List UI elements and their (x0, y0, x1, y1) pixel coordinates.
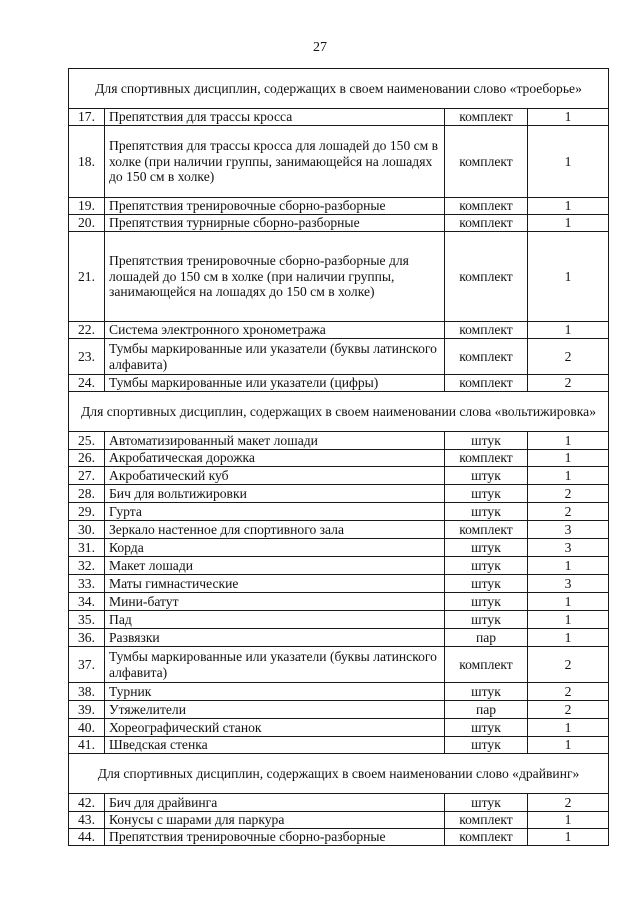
row-number-cell: 35. (69, 611, 105, 629)
row-number-cell: 31. (69, 539, 105, 557)
item-name-cell: Мини-батут (105, 593, 445, 611)
row-number-cell: 29. (69, 503, 105, 521)
unit-cell: комплект (445, 812, 528, 829)
unit-cell: комплект (445, 829, 528, 846)
table-row (69, 198, 609, 215)
item-name-cell: Тумбы маркированные или указатели (буквы латинского алфавита) (105, 339, 445, 375)
unit-cell: комплект (445, 126, 528, 198)
row-number-cell: 43. (69, 812, 105, 829)
quantity-cell: 1 (528, 557, 609, 575)
unit-cell: комплект (445, 109, 528, 126)
section-header-row (69, 392, 609, 432)
section-title: Для спортивных дисциплин, содержащих в своем наименовании слово «драйвинг» (69, 754, 609, 794)
quantity-cell: 1 (528, 829, 609, 846)
unit-cell: штук (445, 719, 528, 737)
table-row (69, 557, 609, 575)
quantity-cell: 1 (528, 126, 609, 198)
row-number-cell: 28. (69, 485, 105, 503)
quantity-cell: 1 (528, 432, 609, 450)
equipment-table-body (69, 69, 609, 846)
unit-cell: комплект (445, 322, 528, 339)
quantity-cell: 3 (528, 539, 609, 557)
table-row (69, 719, 609, 737)
table-row (69, 593, 609, 611)
quantity-cell: 2 (528, 794, 609, 812)
row-number-cell: 17. (69, 109, 105, 126)
unit-cell: штук (445, 467, 528, 485)
row-number-cell: 20. (69, 215, 105, 232)
quantity-cell: 2 (528, 701, 609, 719)
table-row (69, 611, 609, 629)
table-row (69, 737, 609, 754)
unit-cell: штук (445, 683, 528, 701)
row-number-cell: 34. (69, 593, 105, 611)
row-number-cell: 21. (69, 232, 105, 322)
unit-cell: штук (445, 611, 528, 629)
unit-cell: пар (445, 701, 528, 719)
row-number-cell: 40. (69, 719, 105, 737)
quantity-cell: 1 (528, 737, 609, 754)
section-title: Для спортивных дисциплин, содержащих в своем наименовании слова «вольтижировка» (69, 392, 609, 432)
row-number-cell: 22. (69, 322, 105, 339)
item-name-cell: Акробатический куб (105, 467, 445, 485)
row-number-cell: 39. (69, 701, 105, 719)
row-number-cell: 37. (69, 647, 105, 683)
item-name-cell: Хореографический станок (105, 719, 445, 737)
item-name-cell: Препятствия тренировочные сборно-разборные для лошадей до 150 см в холке (при наличии группы, занимающейся на лошадях до 150 см в холке) (105, 232, 445, 322)
row-number-cell: 42. (69, 794, 105, 812)
table-row (69, 232, 609, 322)
unit-cell: комплект (445, 215, 528, 232)
quantity-cell: 1 (528, 611, 609, 629)
table-row (69, 339, 609, 375)
quantity-cell: 1 (528, 719, 609, 737)
table-row (69, 701, 609, 719)
item-name-cell: Шведская стенка (105, 737, 445, 754)
table-row (69, 629, 609, 647)
row-number-cell: 32. (69, 557, 105, 575)
quantity-cell: 1 (528, 198, 609, 215)
unit-cell: комплект (445, 339, 528, 375)
unit-cell: штук (445, 539, 528, 557)
item-name-cell: Конусы с шарами для паркура (105, 812, 445, 829)
item-name-cell: Корда (105, 539, 445, 557)
item-name-cell: Зеркало настенное для спортивного зала (105, 521, 445, 539)
quantity-cell: 3 (528, 521, 609, 539)
table-row (69, 109, 609, 126)
table-row (69, 683, 609, 701)
quantity-cell: 3 (528, 575, 609, 593)
item-name-cell: Утяжелители (105, 701, 445, 719)
quantity-cell: 2 (528, 647, 609, 683)
unit-cell: штук (445, 485, 528, 503)
unit-cell: комплект (445, 647, 528, 683)
table-row (69, 450, 609, 467)
quantity-cell: 1 (528, 629, 609, 647)
item-name-cell: Пад (105, 611, 445, 629)
table-row (69, 812, 609, 829)
quantity-cell: 2 (528, 683, 609, 701)
row-number-cell: 36. (69, 629, 105, 647)
quantity-cell: 2 (528, 339, 609, 375)
unit-cell: штук (445, 557, 528, 575)
item-name-cell: Макет лошади (105, 557, 445, 575)
table-row (69, 375, 609, 392)
item-name-cell: Препятствия тренировочные сборно-разборные (105, 829, 445, 846)
unit-cell: штук (445, 503, 528, 521)
item-name-cell: Акробатическая дорожка (105, 450, 445, 467)
row-number-cell: 41. (69, 737, 105, 754)
table-row (69, 485, 609, 503)
item-name-cell: Маты гимнастические (105, 575, 445, 593)
equipment-table (68, 68, 609, 846)
row-number-cell: 23. (69, 339, 105, 375)
unit-cell: комплект (445, 375, 528, 392)
item-name-cell: Препятствия для трассы кросса для лошадей до 150 см в холке (при наличии группы, занимающейся на лошадях до 150 см в холке) (105, 126, 445, 198)
section-header-row (69, 754, 609, 794)
item-name-cell: Тумбы маркированные или указатели (буквы латинского алфавита) (105, 647, 445, 683)
unit-cell: штук (445, 794, 528, 812)
row-number-cell: 25. (69, 432, 105, 450)
table-row (69, 521, 609, 539)
item-name-cell: Бич для вольтижировки (105, 485, 445, 503)
quantity-cell: 1 (528, 322, 609, 339)
section-header-row (69, 69, 609, 109)
quantity-cell: 1 (528, 467, 609, 485)
quantity-cell: 1 (528, 450, 609, 467)
unit-cell: комплект (445, 450, 528, 467)
item-name-cell: Автоматизированный макет лошади (105, 432, 445, 450)
row-number-cell: 33. (69, 575, 105, 593)
table-row (69, 126, 609, 198)
table-row (69, 432, 609, 450)
unit-cell: комплект (445, 521, 528, 539)
table-row (69, 215, 609, 232)
quantity-cell: 1 (528, 812, 609, 829)
row-number-cell: 38. (69, 683, 105, 701)
item-name-cell: Препятствия турнирные сборно-разборные (105, 215, 445, 232)
item-name-cell: Тумбы маркированные или указатели (цифры) (105, 375, 445, 392)
unit-cell: штук (445, 737, 528, 754)
unit-cell: штук (445, 432, 528, 450)
table-row (69, 647, 609, 683)
table-row (69, 829, 609, 846)
item-name-cell: Препятствия тренировочные сборно-разборные (105, 198, 445, 215)
quantity-cell: 2 (528, 503, 609, 521)
unit-cell: штук (445, 575, 528, 593)
quantity-cell: 1 (528, 215, 609, 232)
page-number: 27 (313, 40, 327, 55)
quantity-cell: 1 (528, 232, 609, 322)
unit-cell: комплект (445, 232, 528, 322)
item-name-cell: Бич для драйвинга (105, 794, 445, 812)
table-row (69, 322, 609, 339)
row-number-cell: 24. (69, 375, 105, 392)
quantity-cell: 1 (528, 109, 609, 126)
quantity-cell: 2 (528, 485, 609, 503)
item-name-cell: Развязки (105, 629, 445, 647)
table-row (69, 467, 609, 485)
row-number-cell: 30. (69, 521, 105, 539)
unit-cell: штук (445, 593, 528, 611)
unit-cell: пар (445, 629, 528, 647)
item-name-cell: Турник (105, 683, 445, 701)
item-name-cell: Гурта (105, 503, 445, 521)
table-row (69, 794, 609, 812)
row-number-cell: 18. (69, 126, 105, 198)
section-title: Для спортивных дисциплин, содержащих в своем наименовании слово «троеборье» (69, 69, 609, 109)
row-number-cell: 19. (69, 198, 105, 215)
table-row (69, 539, 609, 557)
table-row (69, 575, 609, 593)
quantity-cell: 2 (528, 375, 609, 392)
item-name-cell: Препятствия для трассы кросса (105, 109, 445, 126)
quantity-cell: 1 (528, 593, 609, 611)
row-number-cell: 26. (69, 450, 105, 467)
row-number-cell: 44. (69, 829, 105, 846)
row-number-cell: 27. (69, 467, 105, 485)
unit-cell: комплект (445, 198, 528, 215)
table-row (69, 503, 609, 521)
item-name-cell: Система электронного хронометража (105, 322, 445, 339)
